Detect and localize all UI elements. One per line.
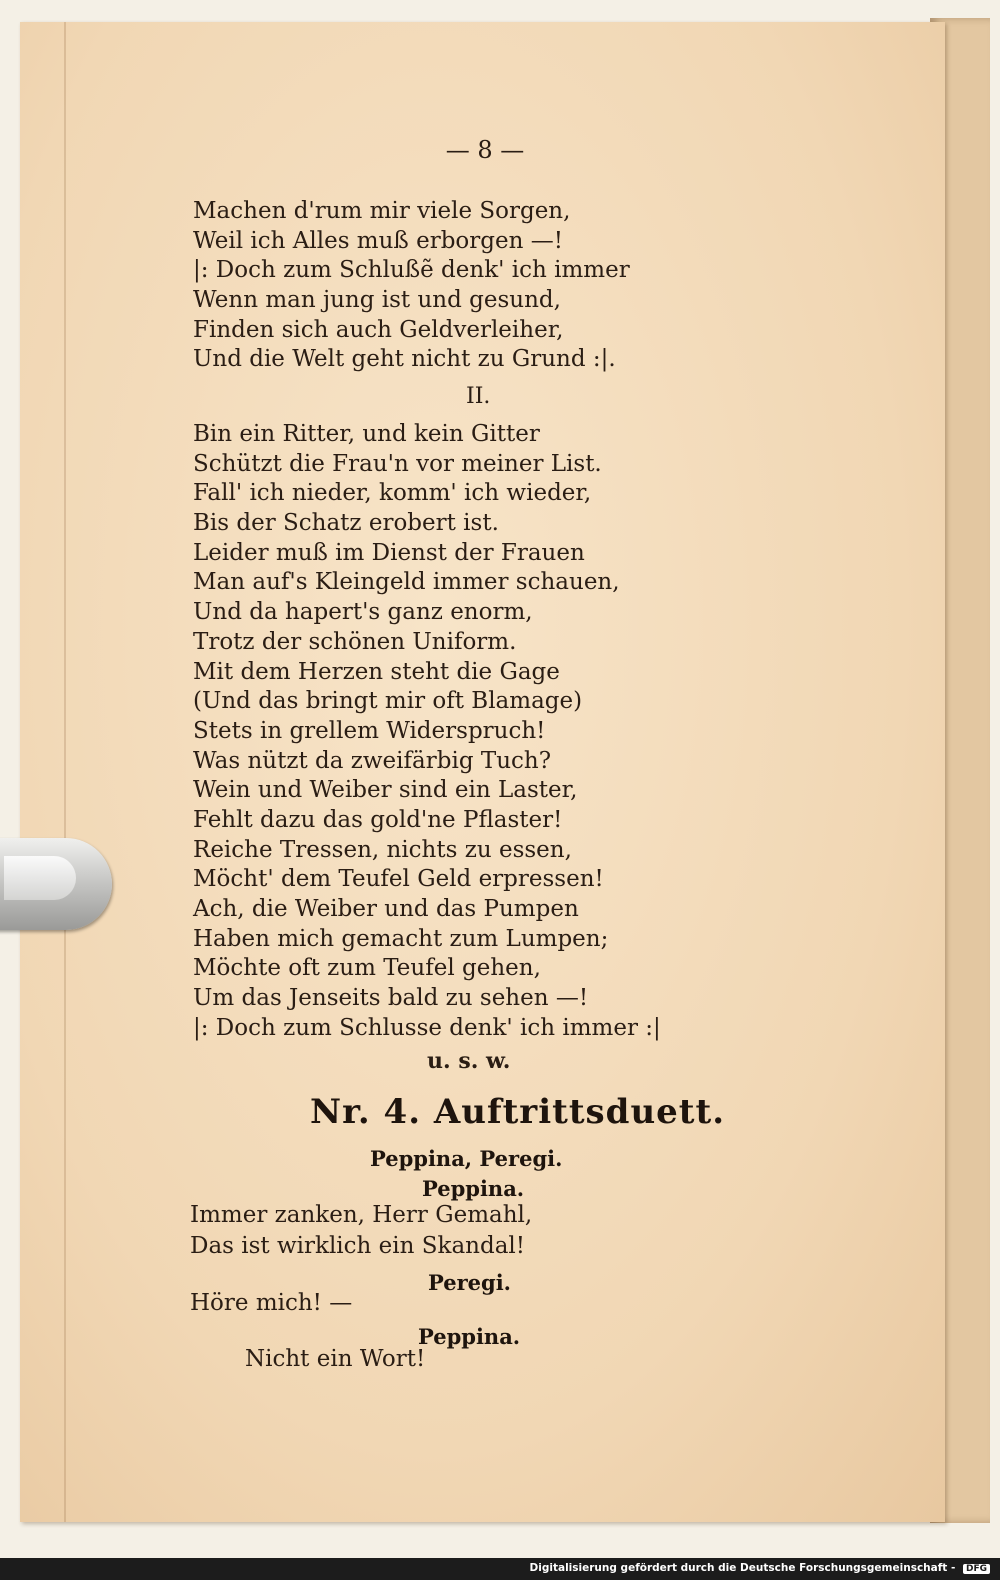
verse-block-1 bbox=[193, 197, 630, 375]
verse-line: |: Doch zum Schlusse denk' ich immer :| bbox=[193, 1014, 661, 1041]
dialogue-line: Immer zanken, Herr Gemahl, bbox=[190, 1202, 533, 1228]
number-heading: Nr. 4. Auftrittsduett. bbox=[310, 1092, 726, 1132]
verse-block-2 bbox=[193, 420, 661, 1043]
verse-line: Und da hapert's ganz enorm, bbox=[193, 599, 533, 626]
digitization-credit bbox=[530, 1562, 990, 1574]
verse-line: Schützt die Frau'n vor meiner List. bbox=[193, 450, 602, 477]
paper-clip-inner bbox=[4, 856, 76, 900]
speaker-peppina: Peppina. bbox=[422, 1176, 525, 1201]
verse-line: Weil ich Alles muß erborgen —! bbox=[193, 227, 563, 254]
verse-line: Bin ein Ritter, und kein Gitter bbox=[193, 421, 540, 447]
verse-line: Wenn man jung ist und gesund, bbox=[193, 287, 561, 314]
verse-line: Trotz der schönen Uniform. bbox=[193, 628, 517, 655]
verse-line: Finden sich auch Geldverleiher, bbox=[193, 316, 564, 343]
verse-line: Ach, die Weiber und das Pumpen bbox=[193, 896, 579, 922]
dfg-logo: DFG bbox=[963, 1564, 990, 1574]
verse-line: Leider muß im Dienst der Frauen bbox=[193, 539, 585, 566]
dialogue-line: Höre mich! — bbox=[190, 1290, 353, 1316]
verse-line: Man auf's Kleingeld immer schauen, bbox=[193, 569, 620, 596]
verse-line: Fehlt dazu das gold'ne Pflaster! bbox=[193, 806, 563, 833]
speaker-peppina: Peppina. bbox=[418, 1324, 521, 1349]
verse-line: Haben mich gemacht zum Lumpen; bbox=[193, 925, 609, 952]
verse-line: Was nützt da zweifärbig Tuch? bbox=[193, 747, 552, 774]
speaker-peregi: Peregi. bbox=[428, 1270, 511, 1295]
verse-line: (Und das bringt mir oft Blamage) bbox=[193, 688, 583, 715]
section-mark: II. bbox=[466, 384, 491, 409]
verse-line: Wein und Weiber sind ein Laster, bbox=[193, 777, 578, 804]
continuation-mark: u. s. w. bbox=[427, 1048, 511, 1074]
verse-line: Fall' ich nieder, komm' ich wieder, bbox=[193, 480, 592, 507]
paper-clip-icon bbox=[0, 838, 112, 930]
verse-line: Um das Jenseits bald zu sehen —! bbox=[193, 985, 589, 1012]
verse-line: Machen d'rum mir viele Sorgen, bbox=[193, 198, 571, 224]
page-number: — 8 — bbox=[445, 136, 525, 164]
verse-line: Bis der Schatz erobert ist. bbox=[193, 510, 499, 537]
dialogue-line: Nicht ein Wort! bbox=[245, 1346, 426, 1372]
roles-line: Peppina, Peregi. bbox=[370, 1146, 563, 1171]
verse-line: Reiche Tressen, nichts zu essen, bbox=[193, 836, 572, 863]
verse-line: Möchte oft zum Teufel gehen, bbox=[193, 955, 541, 982]
verse-line: Möcht' dem Teufel Geld erpressen! bbox=[193, 866, 604, 893]
dialogue-line: Das ist wirklich ein Skandal! bbox=[190, 1233, 526, 1259]
verse-line: |: Doch zum Schlußẽ denk' ich immer bbox=[193, 257, 630, 284]
verse-line: Stets in grellem Widerspruch! bbox=[193, 717, 546, 744]
verse-line: Und die Welt geht nicht zu Grund :|. bbox=[193, 346, 616, 373]
credit-text: Digitalisierung gefördert durch die Deutsche Forschungsgemeinschaft - bbox=[529, 1562, 956, 1574]
verse-line: Mit dem Herzen steht die Gage bbox=[193, 658, 560, 685]
